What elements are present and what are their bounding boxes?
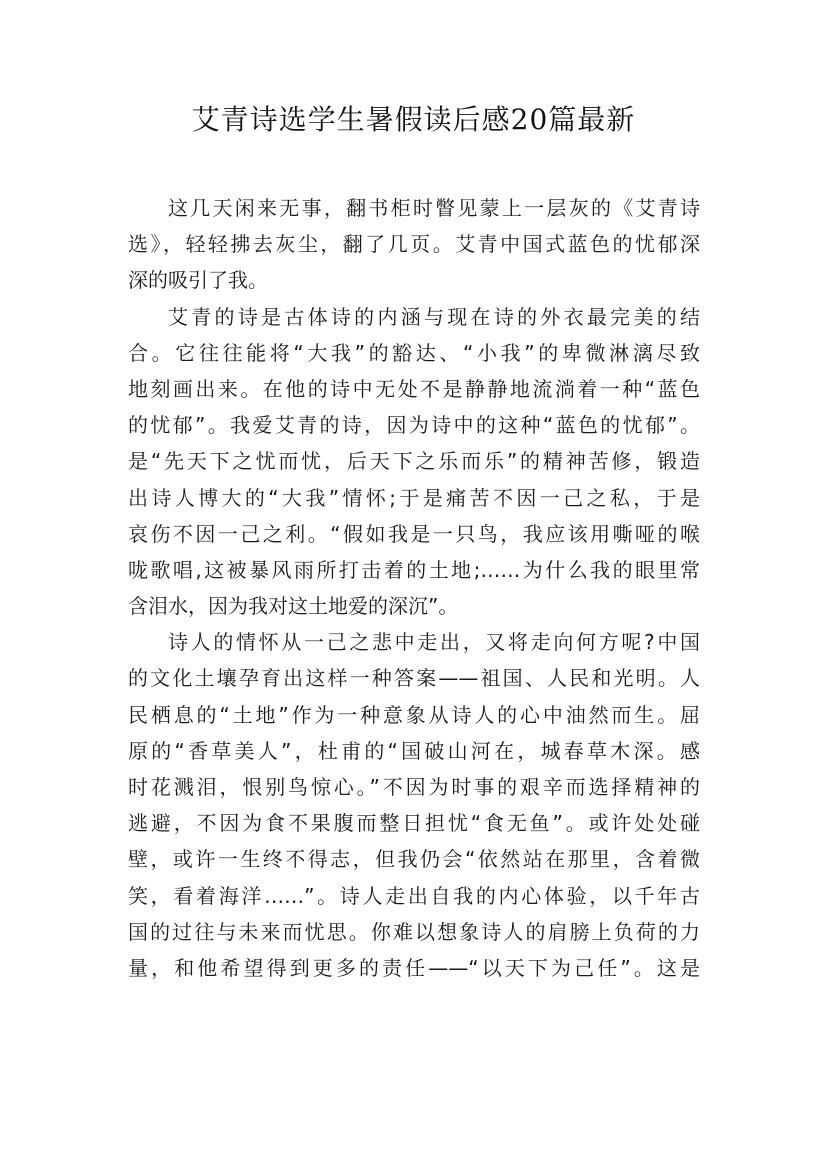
paragraph-line: 出诗人博大的“大我”情怀;于是痛苦不因一己之私，于是 xyxy=(128,485,700,510)
paragraph-line: 国的过往与未来而忧思。你难以想象诗人的肩膀上负荷的力 xyxy=(128,919,700,944)
document-body xyxy=(128,190,700,986)
paragraph-line: 笑，看着海洋……”。诗人走出自我的内心体验，以千年古 xyxy=(128,883,700,908)
paragraph-line: 的忧郁”。我爱艾青的诗，因为诗中的这种“蓝色的忧郁”。 xyxy=(128,413,700,438)
paragraph-line: 地刻画出来。在他的诗中无处不是静静地流淌着一种“蓝色 xyxy=(128,376,700,401)
paragraph-line: 壁，或许一生终不得志，但我仍会“依然站在那里，含着微 xyxy=(128,847,700,872)
paragraph-line: 艾青的诗是古体诗的内涵与现在诗的外衣最完美的结 xyxy=(168,304,700,329)
paragraph-line: 这几天闲来无事，翻书柜时瞥见蒙上一层灰的《艾青诗 xyxy=(168,196,700,220)
paragraph-line: 逃避，不因为食不果腹而整日担忧“食无鱼”。或许处处碰 xyxy=(128,811,700,836)
paragraph-line: 合。它往往能将“大我”的豁达、“小我”的卑微淋漓尽致 xyxy=(128,340,700,365)
paragraph-line: 哀伤不因一己之利。“假如我是一只鸟，我应该用嘶哑的喉 xyxy=(128,521,700,546)
paragraph-line: 民栖息的“土地”作为一种意象从诗人的心中油然而生。屈 xyxy=(128,702,700,727)
document-title: 艾青诗选学生暑假读后感20篇最新 xyxy=(191,103,636,136)
paragraph-line: 诗人的情怀从一己之悲中走出，又将走向何方呢?中国 xyxy=(168,630,700,655)
paragraph-line: 的文化土壤孕育出这样一种答案——祖国、人民和光明。人 xyxy=(128,666,700,691)
paragraph-line: 含泪水，因为我对这土地爱的深沉”。 xyxy=(128,594,459,619)
paragraph-line: 是“先天下之忧而忧，后天下之乐而乐”的精神苦修，锻造 xyxy=(128,449,700,474)
paragraph-line: 选》，轻轻拂去灰尘，翻了几页。艾青中国式蓝色的忧郁深 xyxy=(128,232,700,257)
paragraph-line: 咙歌唱,这被暴风雨所打击着的土地;……为什么我的眼里常 xyxy=(128,557,700,582)
paragraph-line: 深的吸引了我。 xyxy=(128,268,268,293)
paragraph-line: 原的“香草美人”，杜甫的“国破山河在，城春草木深。感 xyxy=(128,738,700,763)
paragraph-line: 量，和他希望得到更多的责任——“以天下为己任”。这是 xyxy=(128,955,700,980)
paragraph-line: 时花溅泪，恨别鸟惊心。”不因为时事的艰辛而选择精神的 xyxy=(128,775,700,799)
